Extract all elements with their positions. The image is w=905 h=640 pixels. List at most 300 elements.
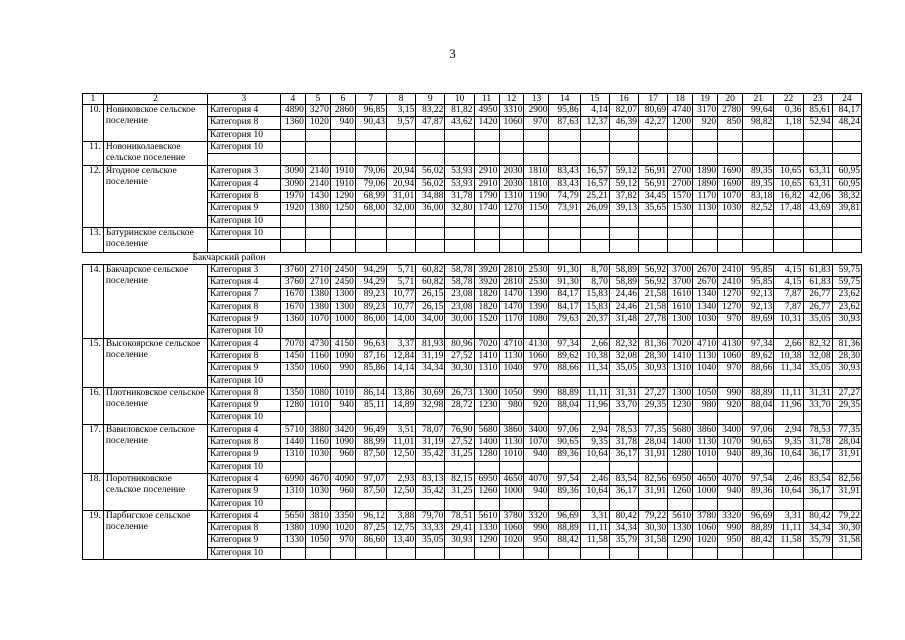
value-cell xyxy=(743,498,774,510)
value-cell: 2780 xyxy=(718,105,743,117)
value-cell: 2910 xyxy=(474,178,499,190)
value-cell: 1020 xyxy=(499,535,524,547)
category-cell: Категория 8 xyxy=(207,350,280,362)
value-cell: 2710 xyxy=(305,264,330,276)
value-cell: 1470 xyxy=(499,301,524,313)
value-cell: 2900 xyxy=(524,105,549,117)
value-cell: 1130 xyxy=(499,437,524,449)
value-cell xyxy=(580,412,609,424)
category-cell: Категория 10 xyxy=(207,227,280,239)
value-cell xyxy=(803,375,832,387)
value-cell: 34,45 xyxy=(639,191,668,203)
value-cell: 1330 xyxy=(280,535,305,547)
table-row xyxy=(83,105,862,117)
value-cell: 1090 xyxy=(330,437,355,449)
value-cell xyxy=(280,412,305,424)
value-cell: 3760 xyxy=(280,264,305,276)
value-cell: 1670 xyxy=(280,301,305,313)
value-cell: 56,92 xyxy=(639,277,668,289)
value-cell xyxy=(832,215,861,227)
value-cell xyxy=(445,375,474,387)
value-cell: 4650 xyxy=(499,473,524,485)
value-cell: 87,63 xyxy=(549,117,580,129)
value-cell: 24,46 xyxy=(609,301,638,313)
value-cell: 3920 xyxy=(474,264,499,276)
value-cell xyxy=(693,375,718,387)
value-cell: 990 xyxy=(718,387,743,399)
value-cell: 1130 xyxy=(693,437,718,449)
value-cell: 34,34 xyxy=(416,363,445,375)
value-cell xyxy=(499,412,524,424)
value-cell: 1270 xyxy=(718,289,743,301)
value-cell: 33,70 xyxy=(609,400,638,412)
region-title: Бакчарский район xyxy=(83,252,862,264)
value-cell: 2670 xyxy=(693,277,718,289)
value-cell: 2030 xyxy=(499,178,524,190)
value-cell: 2030 xyxy=(499,166,524,178)
value-cell xyxy=(524,141,549,153)
value-cell: 1010 xyxy=(693,449,718,461)
value-cell: 96,69 xyxy=(549,510,580,522)
value-cell: 1400 xyxy=(668,437,693,449)
value-cell: 56,02 xyxy=(416,166,445,178)
value-cell: 950 xyxy=(718,535,743,547)
value-cell: 1090 xyxy=(305,523,330,535)
value-cell: 46,39 xyxy=(609,117,638,129)
value-cell xyxy=(445,129,474,141)
value-cell: 10,64 xyxy=(774,449,803,461)
value-cell: 3700 xyxy=(668,277,693,289)
value-cell: 2,94 xyxy=(774,424,803,436)
value-cell xyxy=(387,412,416,424)
header-row xyxy=(83,94,862,105)
row-number: 13. xyxy=(83,227,104,252)
value-cell: 920 xyxy=(693,117,718,129)
value-cell: 28,04 xyxy=(639,437,668,449)
value-cell: 59,12 xyxy=(609,178,638,190)
value-cell: 1310 xyxy=(668,363,693,375)
value-cell: 1130 xyxy=(693,203,718,215)
header-cell: 23 xyxy=(803,94,832,105)
settlement-name: Новониколаевское сельское поселение xyxy=(103,141,207,166)
value-cell xyxy=(639,227,668,239)
table-row xyxy=(83,166,862,178)
value-cell: 2410 xyxy=(718,264,743,276)
value-cell: 88,42 xyxy=(549,535,580,547)
value-cell xyxy=(718,227,743,239)
value-cell: 1360 xyxy=(280,314,305,326)
value-cell xyxy=(280,227,305,239)
value-cell: 1000 xyxy=(499,486,524,498)
value-cell: 37,82 xyxy=(609,191,638,203)
value-cell xyxy=(718,215,743,227)
empty-cell xyxy=(524,240,549,252)
value-cell xyxy=(387,461,416,473)
category-cell: Категория 10 xyxy=(207,547,280,559)
value-cell: 11,11 xyxy=(774,387,803,399)
value-cell: 97,34 xyxy=(549,338,580,350)
value-cell: 3350 xyxy=(330,510,355,522)
value-cell: 80,69 xyxy=(639,105,668,117)
empty-cell xyxy=(416,240,445,252)
value-cell xyxy=(416,129,445,141)
value-cell xyxy=(693,547,718,559)
value-cell: 81,82 xyxy=(445,105,474,117)
value-cell: 91,30 xyxy=(549,277,580,289)
value-cell: 80,42 xyxy=(803,510,832,522)
value-cell: 58,89 xyxy=(609,264,638,276)
value-cell: 3860 xyxy=(693,424,718,436)
value-cell: 1260 xyxy=(668,486,693,498)
value-cell: 83,43 xyxy=(549,166,580,178)
category-cell: Категория 8 xyxy=(207,437,280,449)
value-cell xyxy=(330,461,355,473)
value-cell: 11,34 xyxy=(580,363,609,375)
value-cell: 31,78 xyxy=(609,437,638,449)
category-cell: Категория 10 xyxy=(207,461,280,473)
value-cell xyxy=(355,547,386,559)
header-cell: 21 xyxy=(743,94,774,105)
value-cell: 1300 xyxy=(474,387,499,399)
value-cell: 12,75 xyxy=(387,523,416,535)
value-cell: 1310 xyxy=(280,449,305,461)
table-row xyxy=(83,473,862,485)
value-cell: 39,13 xyxy=(609,203,638,215)
empty-cell xyxy=(832,154,861,166)
value-cell: 1000 xyxy=(693,486,718,498)
empty-cell xyxy=(609,240,638,252)
value-cell: 68,00 xyxy=(355,203,386,215)
value-cell xyxy=(416,461,445,473)
value-cell: 1030 xyxy=(305,449,330,461)
value-cell xyxy=(693,141,718,153)
value-cell: 79,70 xyxy=(416,510,445,522)
value-cell: 4090 xyxy=(330,473,355,485)
value-cell: 88,89 xyxy=(743,523,774,535)
value-cell: 1290 xyxy=(330,191,355,203)
value-cell: 1450 xyxy=(280,350,305,362)
value-cell: 920 xyxy=(718,400,743,412)
value-cell: 56,91 xyxy=(639,178,668,190)
value-cell: 83,43 xyxy=(549,178,580,190)
header-cell: 14 xyxy=(549,94,580,105)
header-cell: 24 xyxy=(832,94,861,105)
value-cell xyxy=(609,129,638,141)
value-cell: 850 xyxy=(718,117,743,129)
value-cell xyxy=(832,498,861,510)
value-cell: 82,15 xyxy=(445,473,474,485)
value-cell xyxy=(803,227,832,239)
value-cell: 7020 xyxy=(474,338,499,350)
value-cell xyxy=(803,461,832,473)
category-cell: Категория 4 xyxy=(207,473,280,485)
value-cell xyxy=(832,326,861,338)
value-cell: 88,89 xyxy=(549,387,580,399)
empty-cell xyxy=(774,240,803,252)
header-cell: 12 xyxy=(499,94,524,105)
value-cell: 1350 xyxy=(280,387,305,399)
value-cell: 1080 xyxy=(305,387,330,399)
value-cell xyxy=(743,215,774,227)
value-cell xyxy=(693,498,718,510)
value-cell: 11,11 xyxy=(580,387,609,399)
empty-cell xyxy=(445,154,474,166)
value-cell: 82,07 xyxy=(609,105,638,117)
value-cell xyxy=(416,498,445,510)
value-cell: 56,92 xyxy=(639,264,668,276)
value-cell xyxy=(668,129,693,141)
value-cell: 1310 xyxy=(499,191,524,203)
empty-cell xyxy=(387,240,416,252)
value-cell: 11,01 xyxy=(387,437,416,449)
header-cell: 10 xyxy=(445,94,474,105)
value-cell: 89,36 xyxy=(549,486,580,498)
value-cell: 87,25 xyxy=(355,523,386,535)
value-cell xyxy=(524,215,549,227)
value-cell: 1380 xyxy=(280,523,305,535)
value-cell xyxy=(416,215,445,227)
value-cell: 2860 xyxy=(330,105,355,117)
value-cell: 1040 xyxy=(499,363,524,375)
value-cell xyxy=(743,326,774,338)
value-cell xyxy=(549,412,580,424)
value-cell: 96,69 xyxy=(743,510,774,522)
header-cell: 15 xyxy=(580,94,609,105)
value-cell xyxy=(668,227,693,239)
value-cell: 5610 xyxy=(474,510,499,522)
value-cell: 5610 xyxy=(668,510,693,522)
value-cell xyxy=(743,375,774,387)
value-cell: 1230 xyxy=(474,400,499,412)
value-cell: 33,70 xyxy=(803,400,832,412)
value-cell: 4740 xyxy=(668,105,693,117)
value-cell: 90,43 xyxy=(355,117,386,129)
value-cell: 1910 xyxy=(330,178,355,190)
value-cell: 2670 xyxy=(693,264,718,276)
value-cell xyxy=(774,461,803,473)
value-cell: 68,99 xyxy=(355,191,386,203)
value-cell: 60,95 xyxy=(832,178,861,190)
row-number: 19. xyxy=(83,510,104,559)
value-cell: 31,01 xyxy=(387,191,416,203)
empty-cell xyxy=(609,154,638,166)
value-cell: 81,36 xyxy=(832,338,861,350)
value-cell: 31,58 xyxy=(832,535,861,547)
value-cell: 35,79 xyxy=(803,535,832,547)
value-cell xyxy=(387,498,416,510)
value-cell xyxy=(524,547,549,559)
value-cell: 81,36 xyxy=(639,338,668,350)
value-cell: 2,94 xyxy=(580,424,609,436)
value-cell: 2810 xyxy=(499,277,524,289)
category-cell: Категория 10 xyxy=(207,498,280,510)
value-cell: 1020 xyxy=(693,535,718,547)
value-cell: 77,35 xyxy=(832,424,861,436)
value-cell: 84,17 xyxy=(549,289,580,301)
value-cell xyxy=(305,215,330,227)
value-cell: 11,34 xyxy=(774,363,803,375)
value-cell: 5680 xyxy=(668,424,693,436)
header-cell: 19 xyxy=(693,94,718,105)
value-cell: 4070 xyxy=(718,473,743,485)
value-cell xyxy=(743,227,774,239)
value-cell: 26,09 xyxy=(580,203,609,215)
value-cell: 14,89 xyxy=(387,400,416,412)
category-cell: Категория 9 xyxy=(207,400,280,412)
value-cell xyxy=(580,326,609,338)
value-cell: 970 xyxy=(524,117,549,129)
value-cell: 2910 xyxy=(474,166,499,178)
value-cell: 15,83 xyxy=(580,301,609,313)
value-cell: 79,22 xyxy=(639,510,668,522)
value-cell: 23,08 xyxy=(445,301,474,313)
value-cell xyxy=(499,498,524,510)
value-cell: 21,58 xyxy=(639,301,668,313)
empty-cell xyxy=(474,240,499,252)
value-cell: 1060 xyxy=(693,523,718,535)
value-cell: 76,90 xyxy=(445,424,474,436)
value-cell: 21,58 xyxy=(639,289,668,301)
value-cell xyxy=(549,547,580,559)
value-cell: 20,94 xyxy=(387,166,416,178)
value-cell: 3090 xyxy=(280,178,305,190)
value-cell: 1230 xyxy=(668,400,693,412)
value-cell xyxy=(668,547,693,559)
value-cell: 4670 xyxy=(305,473,330,485)
value-cell: 1070 xyxy=(305,314,330,326)
value-cell: 42,06 xyxy=(803,191,832,203)
value-cell: 17,48 xyxy=(774,203,803,215)
value-cell: 60,82 xyxy=(416,264,445,276)
value-cell xyxy=(499,375,524,387)
tariff-table xyxy=(82,93,862,560)
value-cell xyxy=(474,129,499,141)
value-cell: 31,78 xyxy=(445,191,474,203)
value-cell: 1060 xyxy=(499,523,524,535)
value-cell xyxy=(474,498,499,510)
value-cell xyxy=(668,498,693,510)
value-cell xyxy=(330,141,355,153)
value-cell xyxy=(639,129,668,141)
value-cell xyxy=(693,461,718,473)
value-cell: 940 xyxy=(718,486,743,498)
value-cell: 3170 xyxy=(693,105,718,117)
value-cell: 86,00 xyxy=(355,314,386,326)
row-number: 18. xyxy=(83,473,104,510)
empty-cell xyxy=(693,154,718,166)
settlement-name: Бакчарское сельское поселение xyxy=(103,264,207,338)
value-cell: 35,05 xyxy=(803,363,832,375)
value-cell xyxy=(330,215,355,227)
value-cell xyxy=(774,498,803,510)
value-cell: 1790 xyxy=(474,191,499,203)
value-cell xyxy=(445,215,474,227)
value-cell: 7,87 xyxy=(774,289,803,301)
value-cell: 3090 xyxy=(280,166,305,178)
value-cell xyxy=(774,141,803,153)
value-cell: 96,12 xyxy=(355,510,386,522)
value-cell xyxy=(305,547,330,559)
value-cell: 73,91 xyxy=(549,203,580,215)
value-cell xyxy=(416,227,445,239)
value-cell xyxy=(580,375,609,387)
value-cell: 3780 xyxy=(499,510,524,522)
value-cell xyxy=(355,215,386,227)
table-body xyxy=(83,94,862,560)
value-cell xyxy=(549,129,580,141)
value-cell: 3,15 xyxy=(387,105,416,117)
value-cell xyxy=(280,141,305,153)
value-cell: 1690 xyxy=(718,166,743,178)
empty-cell xyxy=(524,154,549,166)
value-cell: 2,66 xyxy=(774,338,803,350)
value-cell: 3880 xyxy=(305,424,330,436)
value-cell: 85,61 xyxy=(803,105,832,117)
value-cell: 78,51 xyxy=(445,510,474,522)
value-cell: 78,53 xyxy=(609,424,638,436)
empty-cell xyxy=(693,240,718,252)
value-cell xyxy=(474,227,499,239)
value-cell xyxy=(609,215,638,227)
value-cell: 1280 xyxy=(280,400,305,412)
value-cell: 940 xyxy=(524,486,549,498)
value-cell: 990 xyxy=(330,363,355,375)
value-cell: 20,37 xyxy=(580,314,609,326)
value-cell: 12,50 xyxy=(387,486,416,498)
value-cell xyxy=(718,547,743,559)
value-cell: 61,83 xyxy=(803,264,832,276)
value-cell: 16,57 xyxy=(580,166,609,178)
value-cell: 3,88 xyxy=(387,510,416,522)
value-cell: 940 xyxy=(718,449,743,461)
header-cell: 22 xyxy=(774,94,803,105)
value-cell: 60,95 xyxy=(832,166,861,178)
value-cell: 34,34 xyxy=(803,523,832,535)
header-cell: 18 xyxy=(668,94,693,105)
value-cell: 940 xyxy=(524,449,549,461)
value-cell xyxy=(693,215,718,227)
value-cell xyxy=(280,498,305,510)
value-cell: 940 xyxy=(330,400,355,412)
row-number: 12. xyxy=(83,166,104,227)
value-cell: 1520 xyxy=(474,314,499,326)
value-cell: 88,66 xyxy=(743,363,774,375)
value-cell: 89,62 xyxy=(743,350,774,362)
empty-cell xyxy=(718,154,743,166)
value-cell: 1400 xyxy=(474,437,499,449)
value-cell xyxy=(718,375,743,387)
value-cell: 28,04 xyxy=(832,437,861,449)
value-cell xyxy=(718,461,743,473)
value-cell xyxy=(416,412,445,424)
value-cell: 29,41 xyxy=(445,523,474,535)
value-cell: 1270 xyxy=(499,203,524,215)
table-row xyxy=(83,387,862,399)
value-cell: 1020 xyxy=(330,523,355,535)
value-cell: 23,62 xyxy=(832,289,861,301)
empty-cell xyxy=(803,154,832,166)
value-cell xyxy=(474,326,499,338)
value-cell: 1340 xyxy=(693,289,718,301)
empty-cell xyxy=(416,154,445,166)
empty-cell xyxy=(305,240,330,252)
value-cell: 80,96 xyxy=(445,338,474,350)
value-cell: 91,30 xyxy=(549,264,580,276)
empty-cell xyxy=(718,240,743,252)
value-cell: 89,36 xyxy=(743,486,774,498)
value-cell xyxy=(639,375,668,387)
row-number: 16. xyxy=(83,387,104,424)
